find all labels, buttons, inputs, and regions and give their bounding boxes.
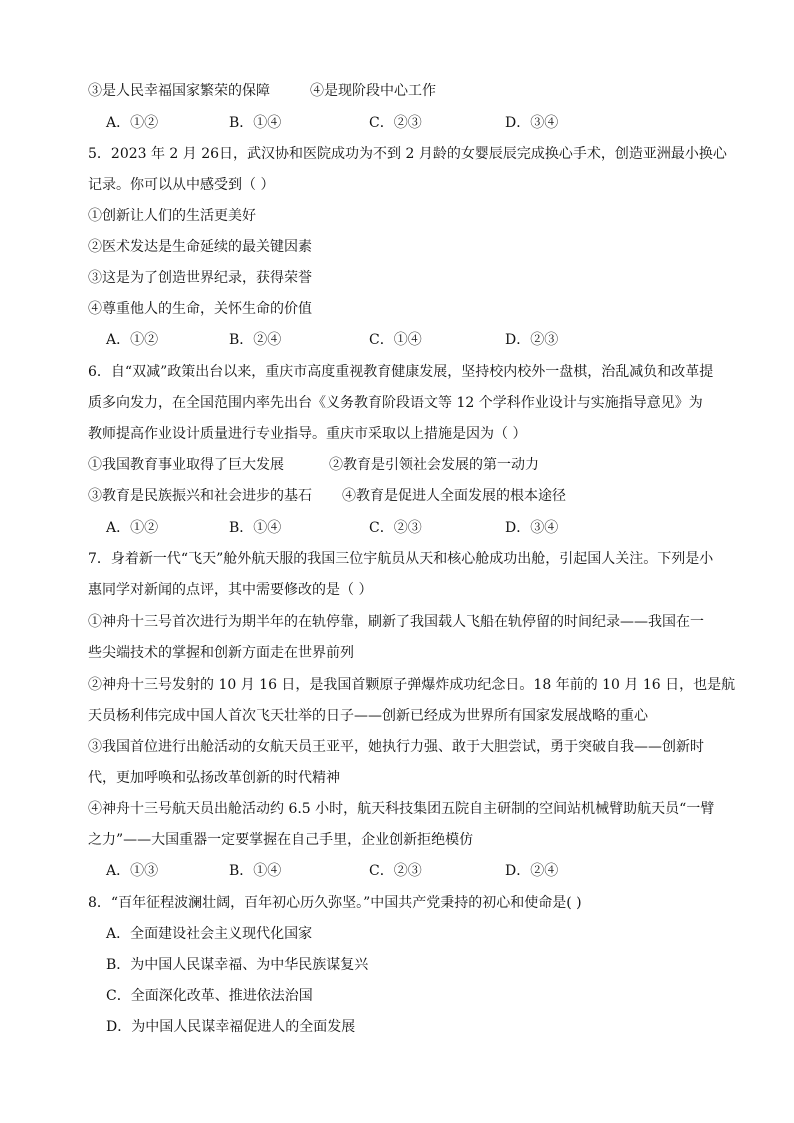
q7-stem-line-2: 惠同学对新闻的点评，其中需要修改的是（ ） <box>88 582 373 598</box>
q5-item-4: ④尊重他人的生命，关怀生命的价值 <box>88 301 312 317</box>
q5-item-1: ①创新让人们的生活更美好 <box>88 208 256 224</box>
q5-option-d[interactable]: D．②③ <box>505 332 559 348</box>
q6-items-row-2 <box>88 486 706 506</box>
q6-items-row-1 <box>88 455 706 475</box>
q7-item-3-line-2: 代，更加呼唤和弘扬改革创新的时代精神 <box>88 770 340 786</box>
q8-stem: 8．“百年征程波澜壮阔，百年初心历久弥坚。”中国共产党秉持的初心和使命是( ) <box>88 895 582 911</box>
q7-option-c[interactable]: C．②③ <box>369 863 422 879</box>
q6-stem-line-2: 质多向发力，在全国范围内率先出台《义务教育阶段语文等 12 个学科作业设计与实施指导意见》为 <box>88 395 703 411</box>
q7-option-a[interactable]: A．①③ <box>106 863 159 879</box>
q7-option-d[interactable]: D．②④ <box>505 863 559 879</box>
q4-statement-3: ③是人民幸福国家繁荣的保障 <box>88 83 270 99</box>
q6-option-d[interactable]: D．③④ <box>505 520 559 536</box>
q6-item-2: ②教育是引领社会发展的第一动力 <box>329 457 539 473</box>
q7-stem-line-1: 7．身着新一代“飞天”舱外航天服的我国三位宇航员从天和核心舱成功出舱，引起国人关注。下列是小 <box>88 551 714 567</box>
q7-item-1-line-2: 些尖端技术的掌握和创新方面走在世界前列 <box>88 645 354 661</box>
q7-item-4-line-2: 之力”——大国重器一定要掌握在自己手里，企业创新拒绝模仿 <box>88 832 474 848</box>
q8-option-b[interactable]: B．为中国人民谋幸福、为中华民族谋复兴 <box>106 957 369 973</box>
q7-item-2-line-2: 天员杨利伟完成中国人首次飞天壮举的日子——创新已经成为世界所有国家发展战略的重心 <box>88 708 648 724</box>
q7-item-4-line-1: ④神舟十三号航天员出舱活动约 6.5 小时，航天科技集团五院自主研制的空间站机械臂助航天员“一臂 <box>88 801 715 817</box>
q5-option-b[interactable]: B．②④ <box>229 332 282 348</box>
q5-item-2: ②医术发达是生命延续的最关键因素 <box>88 239 312 255</box>
q6-item-3: ③教育是民族振兴和社会进步的基石 <box>88 488 312 504</box>
q6-option-a[interactable]: A．①② <box>106 520 159 536</box>
q4-option-d[interactable]: D．③④ <box>505 115 559 131</box>
q6-item-4: ④教育是促进人全面发展的根本途径 <box>342 488 566 504</box>
q5-option-c[interactable]: C．①④ <box>369 332 422 348</box>
q4-option-b[interactable]: B．①④ <box>229 115 282 131</box>
q4-options <box>106 113 706 133</box>
q6-stem-line-1: 6．自“双减”政策出台以来，重庆市高度重视教育健康发展，坚持校内校外一盘棋，治乱减负和改革提 <box>88 364 714 380</box>
q4-statement-4: ④是现阶段中心工作 <box>310 83 436 99</box>
q6-option-b[interactable]: B．①④ <box>229 520 282 536</box>
q5-item-3: ③这是为了创造世界纪录，获得荣誉 <box>88 270 312 286</box>
q8-option-a[interactable]: A．全面建设社会主义现代化国家 <box>106 926 313 942</box>
q8-option-c[interactable]: C．全面深化改革、推进依法治国 <box>106 988 313 1004</box>
q6-item-1: ①我国教育事业取得了巨大发展 <box>88 457 284 473</box>
q7-item-1-line-1: ①神舟十三号首次进行为期半年的在轨停靠，刷新了我国载人飞船在轨停留的时间纪录——我国在一 <box>88 614 704 630</box>
q7-item-2-line-1: ②神舟十三号发射的 10 月 16 日，是我国首颗原子弹爆炸成功纪念日。18 年前的 10 月 16 日，也是航 <box>88 677 736 693</box>
q4-statements-row <box>88 81 706 101</box>
q7-options <box>106 861 706 881</box>
q4-option-c[interactable]: C．②③ <box>369 115 422 131</box>
q4-option-a[interactable]: A．①② <box>106 115 159 131</box>
q5-option-a[interactable]: A．①② <box>106 332 159 348</box>
q8-option-d[interactable]: D．为中国人民谋幸福促进人的全面发展 <box>106 1019 356 1035</box>
q6-option-c[interactable]: C．②③ <box>369 520 422 536</box>
q7-option-b[interactable]: B．①④ <box>229 863 282 879</box>
q6-stem-line-3: 教师提高作业设计质量进行专业指导。重庆市采取以上措施是因为（ ） <box>88 426 527 442</box>
q5-stem-line-2: 记录。你可以从中感受到（ ） <box>88 177 275 193</box>
q6-options <box>106 518 706 538</box>
q5-options <box>106 330 706 350</box>
q7-item-3-line-1: ③我国首位进行出舱活动的女航天员王亚平，她执行力强、敢于大胆尝试，勇于突破自我——创新时 <box>88 739 704 755</box>
q5-stem-line-1: 5．2023 年 2 月 26日，武汉协和医院成功为不到 2 月龄的女婴辰辰完成换心手术，创造亚洲最小换心 <box>88 146 727 162</box>
